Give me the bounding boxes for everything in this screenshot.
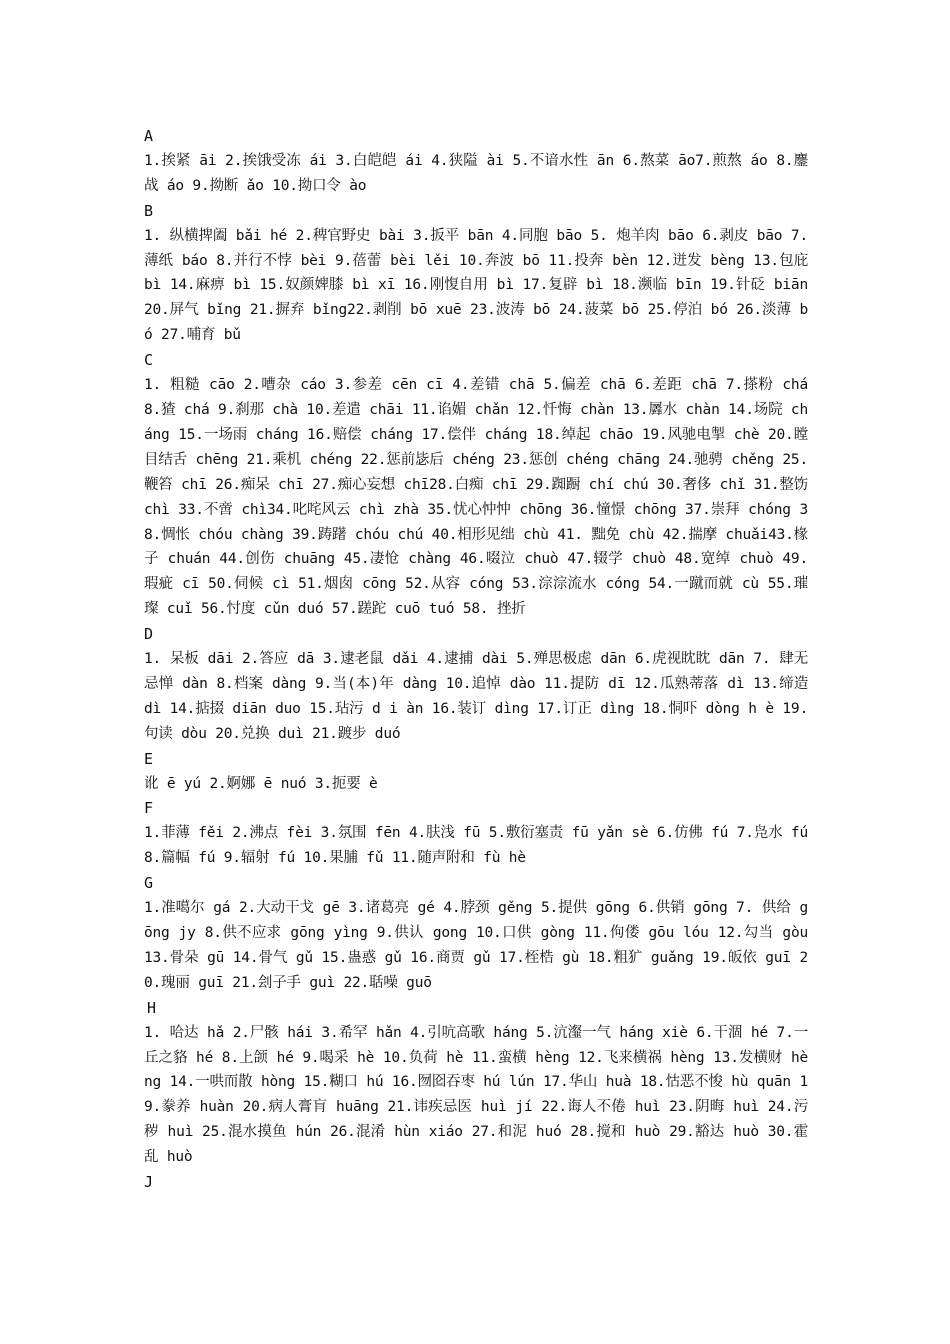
- section-heading-c: C: [144, 351, 154, 370]
- section-text-a: 1.挨紧 āi 2.挨饿受冻 ái 3.白皑皑 ái 4.狭隘 ài 5.不谙水性 ān 6.熬菜 āo7.煎熬 áo 8.鏖战 áo 9.拗断 ǎo 10.拗口令 ào: [144, 152, 808, 194]
- section-text-b: 1. 纵横捭阖 bǎi hé 2.稗官野史 bài 3.扳平 bān 4.同胞 bāo 5. 炮羊肉 bāo 6.剥皮 bāo 7.薄纸 báo 8.并行不悖 bèi 9.蓓蕾 bèi lěi 10.奔波 bō 11.投奔 bèn 12.迸发 bèng 13.包庇 bì 14.麻痹 bì 15.奴颜婢膝 bì xī 16.刚愎自用 bì 17.复辟 bì 18.濒临 bīn 19.针砭 biān 20.屏气 bǐng 21.摒弃 bǐng22.剥削 bō xuē 23.波涛 bō 24.菠菜 bō 25.停泊 bó 26.淡薄 bó 27.哺育 bǔ: [144, 227, 808, 344]
- section-heading-e: E: [144, 749, 154, 768]
- section-text-c: 1. 粗糙 cāo 2.嘈杂 cáo 3.参差 cēn cī 4.差错 chā 5.偏差 chā 6.差距 chā 7.搽粉 chá 8.猹 chá 9.刹那 chà 10.差遣 chāi 11.谄媚 chǎn 12.忏悔 chàn 13.羼水 chàn 14.场院 cháng 15.一场雨 cháng 16.赔偿 cháng 17.偿伴 cháng 18.绰起 chāo 19.风驰电掣 chè 20.瞠目结舌 chēng 21.乘机 chéng 22.惩前毖后 chéng 23.惩创 chéng chāng 24.驰骋 chěng 25.鞭笞 chī 26.痴呆 chī 27.痴心妄想 chī28.白痴 chī 29.踟蹰 chí chú 30.奢侈 chǐ 31.整饬 chì 33.不啻 chì34.叱咤风云 chì zhà 35.忧心忡忡 chōng 36.憧憬 chōng 37.崇拜 chóng 38.惆怅 chóu chàng 39.踌躇 chóu chú 40.相形见绌 chù 41. 黜免 chù 42.揣摩 chuǎi43.椽子 chuán 44.创伤 chuāng 45.凄怆 chàng 46.啜泣 chuò 47.辍学 chuò 48.宽绰 chuò 49.瑕疵 cī 50.伺候 cì 51.烟囱 cōng 52.从容 cóng 53.淙淙流水 cóng 54.一蹴而就 cù 55.璀璨 cuǐ 56.忖度 cǔn duó 57.蹉跎 cuō tuó 58. 挫折: [144, 377, 808, 618]
- section-heading-d: D: [144, 625, 154, 644]
- section-heading-j: J: [144, 1173, 154, 1192]
- section-text-e: 讹 ē yú 2.婀娜 ē nuó 3.扼要 è: [144, 775, 378, 792]
- section-heading-b: B: [144, 201, 154, 220]
- section-text-d: 1. 呆板 dāi 2.答应 dā 3.逮老鼠 dǎi 4.逮捕 dài 5.殚思极虑 dān 6.虎视眈眈 dān 7. 肆无忌惮 dàn 8.档案 dàng 9.当(本)年 dàng 10.追悼 dào 11.提防 dī 12.瓜熟蒂落 dì 13.缔造 dì 14.掂掇 diān duo 15.玷污 d i àn 16.装订 dìng 17.订正 dìng 18.恫吓 dòng h è 19.句读 dòu 20.兑换 duì 21.踱步 duó: [144, 651, 808, 742]
- section-text-f: 1.菲薄 fěi 2.沸点 fèi 3.氛围 fēn 4.肤浅 fū 5.敷衍塞责 fū yǎn sè 6.仿佛 fú 7.凫水 fú 8.篇幅 fú 9.辐射 fú 10.果脯 fǔ 11.随声附和 fù hè: [144, 825, 808, 867]
- section-heading-g: G: [144, 874, 154, 893]
- section-heading-a: A: [144, 127, 154, 145]
- section-heading-h: H: [147, 998, 157, 1017]
- dictionary-page: [144, 124, 808, 1195]
- section-text-g: 1.准噶尔 gá 2.大动干戈 gē 3.诸葛亮 gé 4.脖颈 gěng 5.提供 gōng 6.供销 gōng 7. 供给 gōng jy 8.供不应求 gōng yìng 9.供认 gong 10.口供 gòng 11.佝偻 gōu lóu 12.勾当 gòu 13.骨朵 gū 14.骨气 gǔ 15.蛊惑 gǔ 16.商贾 gǔ 17.桎梏 gù 18.粗犷 guǎng 19.皈依 guī 20.瑰丽 guī 21.刽子手 guì 22.聒噪 guō: [144, 900, 808, 991]
- section-heading-f: F: [144, 799, 154, 818]
- section-text-h: 1. 哈达 hǎ 2.尸骸 hái 3.希罕 hǎn 4.引吭高歌 háng 5.沆瀣一气 háng xiè 6.干涸 hé 7.一丘之貉 hé 8.上颌 hé 9.喝采 hè 10.负荷 hè 11.蛮横 hèng 12.飞来横祸 hèng 13.发横财 hèng 14.一哄而散 hòng 15.糊口 hú 16.囫囵吞枣 hú lún 17.华山 huà 18.怙恶不悛 hù quān 19.豢养 huàn 20.病人膏肓 huāng 21.讳疾忌医 huì jí 22.诲人不倦 huì 23.阴晦 huì 24.污秽 huì 25.混水摸鱼 hún 26.混淆 hùn xiáo 27.和泥 huó 28.搅和 huò 29.豁达 huò 30.霍乱 huò: [144, 1024, 808, 1166]
